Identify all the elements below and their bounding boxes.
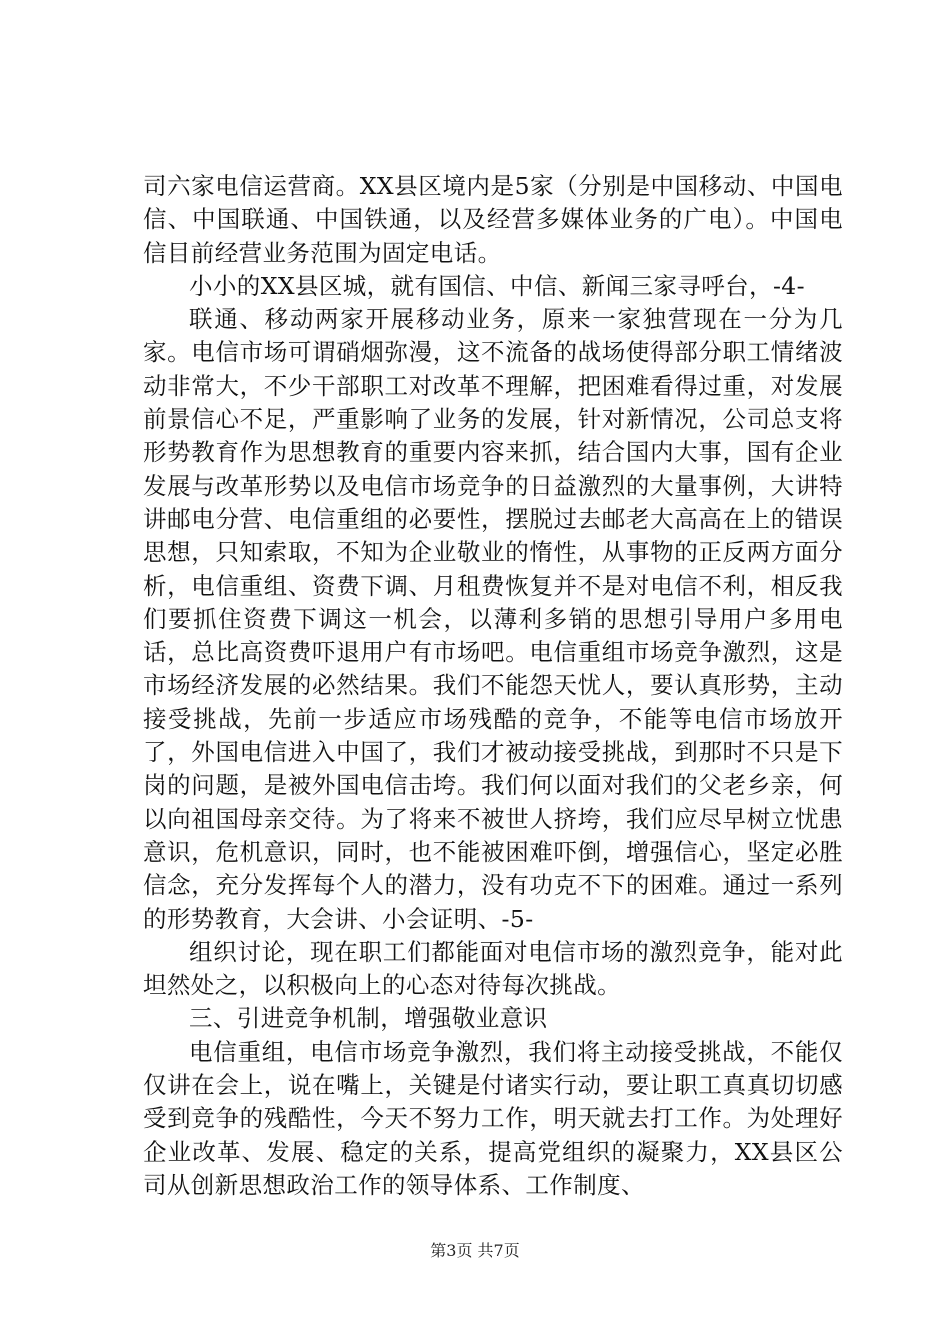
page-number-footer: 第3页 共7页 <box>430 1241 520 1260</box>
paragraph-3: 联通、移动两家开展移动业务，原来一家独营现在一分为几家。电信市场可谓硝烟弥漫，这不流备的战场使得部分职工情绪波动非常大，不少干部职工对改革不理解，把困难看得过重，对发展前景信心不足，严重影响了业务的发展，针对新情况，公司总支将形势教育作为思想教育的重要内容来抓，结合国内大事，国有企业发展与改革形势以及电信市场竞争的日益激烈的大量事例，大讲特讲邮电分营、电信重组的必要性，摆脱过去邮老大高高在上的错误思想，只知索取，不知为企业敬业的惰性，从事物的正反两方面分析，电信重组、资费下调、月租费恢复并不是对电信不利，相反我们要抓住资费下调这一机会，以薄利多销的思想引导用户多用电话，总比高资费吓退用户有市场吧。电信重组市场竞争激烈，这是市场经济发展的必然结果。我们不能怨天忧人，要认真形势，主动接受挑战，先前一步适应市场残酷的竞争，不能等电信市场放开了，外国电信进入中国了，我们才被动接受挑战，到那时不只是下岗的问题，是被外国电信击垮。我们何以面对我们的父老乡亲，何以向祖国母亲交待。为了将来不被世人挤垮，我们应尽早树立忧患意识，危机意识，同时，也不能被困难吓倒，增强信心，坚定必胜信念，充分发挥每个人的潜力，没有功克不下的困难。通过一系列的形势教育，大会讲、小会证明、-5- <box>143 305 843 933</box>
paragraph-2: 小小的XX县区城，就有国信、中信、新闻三家寻呼台，-4- <box>189 271 805 300</box>
section-heading: 三、引进竞争机制，增强敬业意识 <box>189 1004 548 1033</box>
paragraph-5: 电信重组，电信市场竞争激烈，我们将主动接受挑战，不能仅仅讲在会上，说在嘴上，关键是付诸实行动，要让职工真真切切感受到竞争的残酷性，今天不努力工作，明天就去打工作。为处理好企业改革、发展、稳定的关系，提高党组织的凝聚力，XX县区公司从创新思想政治工作的领导体系、工作制度、 <box>143 1037 843 1199</box>
paragraph-1: 司六家电信运营商。XX县区境内是5家（分别是中国移动、中国电信、中国联通、中国铁通，以及经营多媒体业务的广电）。中国电信目前经营业务范围为固定电话。 <box>143 172 843 267</box>
document-body <box>143 170 843 1202</box>
paragraph-4: 组织讨论，现在职工们都能面对电信市场的激烈竞争，能对此坦然处之，以积极向上的心态对待每次挑战。 <box>143 937 843 1000</box>
